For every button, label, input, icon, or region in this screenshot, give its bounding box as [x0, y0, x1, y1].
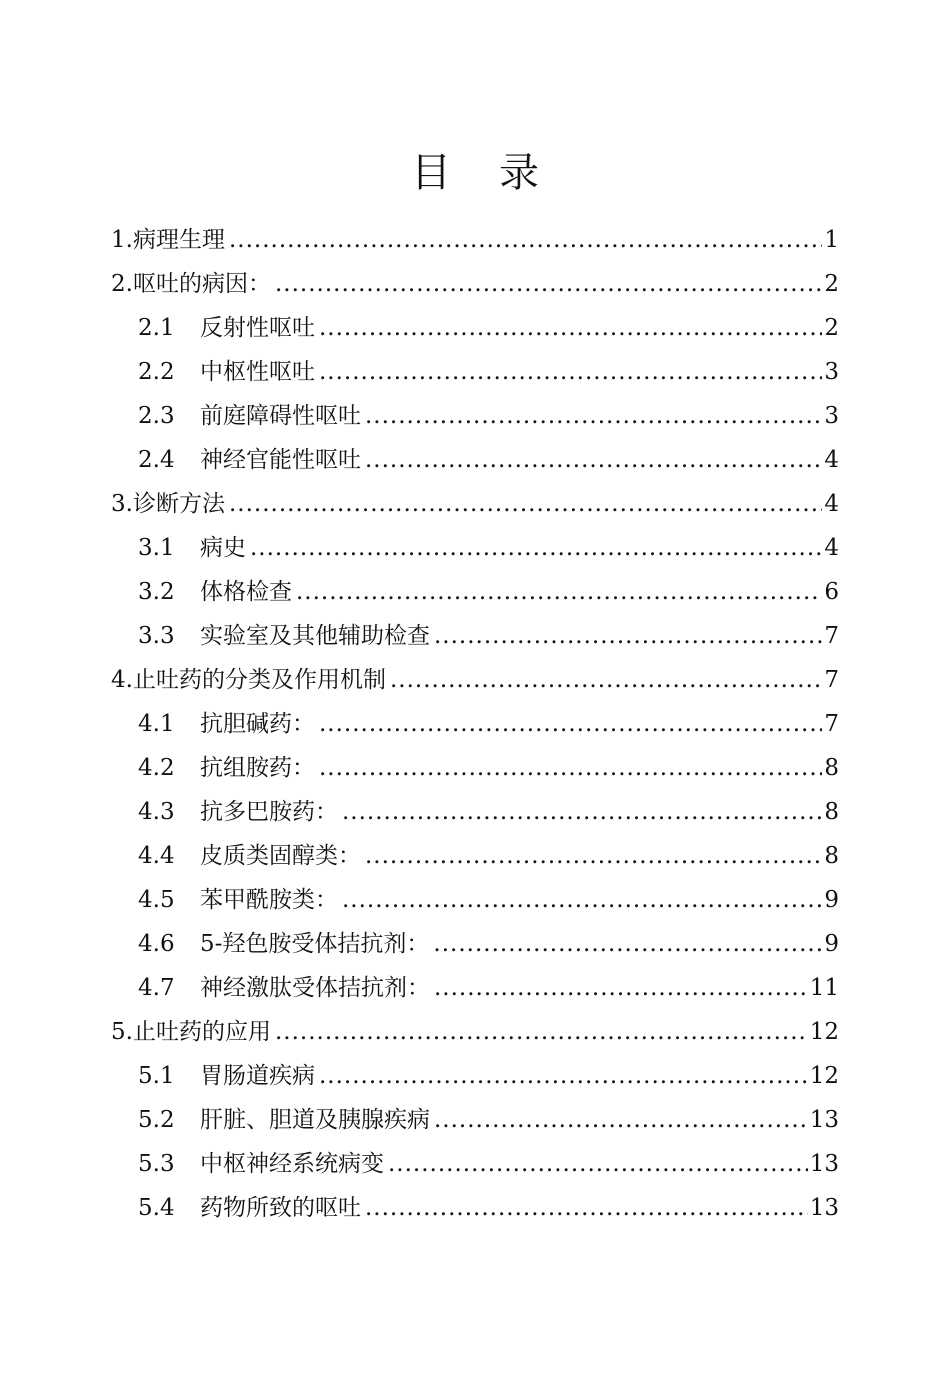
toc-entry-number: 3.3	[138, 623, 175, 649]
toc-entry-label: 中枢神经系统病变	[200, 1151, 384, 1177]
toc-entry-label: 反射性呕吐	[200, 315, 315, 341]
toc-row[interactable]	[0, 658, 950, 702]
toc-entry-number: 4.7	[138, 975, 175, 1001]
toc-row[interactable]	[0, 306, 950, 350]
toc-page-number: 8	[824, 755, 839, 781]
toc-entry-number: 2.4	[138, 447, 175, 473]
toc-entry-label: 前庭障碍性呕吐	[200, 403, 361, 429]
toc-entry-label: 诊断方法	[132, 491, 225, 517]
toc-entry-label: 苯甲酰胺类：	[200, 887, 338, 913]
toc-row[interactable]	[0, 394, 950, 438]
toc-page-number: 11	[809, 975, 839, 1001]
toc-dot-leader	[319, 350, 822, 394]
toc-row[interactable]	[0, 922, 950, 966]
toc-dot-leader	[319, 746, 822, 790]
toc-section-entry[interactable]	[138, 350, 839, 394]
toc-page-number: 4	[824, 535, 839, 561]
toc-entry-label: 抗多巴胺药：	[200, 799, 338, 825]
toc-dot-leader	[296, 570, 822, 614]
toc-row[interactable]	[0, 746, 950, 790]
toc-dot-leader	[365, 834, 822, 878]
toc-row[interactable]	[0, 1186, 950, 1230]
toc-page-number: 2	[824, 315, 839, 341]
toc-entry-label: 神经激肽受体拮抗剂：	[200, 975, 430, 1001]
toc-section-entry[interactable]	[138, 1054, 839, 1098]
toc-entry-number: 5.3	[138, 1151, 175, 1177]
toc-section-entry[interactable]	[138, 614, 839, 658]
toc-dot-leader	[342, 790, 822, 834]
toc-entry-label: 神经官能性呕吐	[200, 447, 361, 473]
toc-entry-number: 4.3	[138, 799, 175, 825]
toc-entry-label: 中枢性呕吐	[200, 359, 315, 385]
toc-entry-number: 3.	[111, 491, 133, 517]
toc-page-number: 4	[824, 447, 839, 473]
toc-section-entry[interactable]	[138, 878, 839, 922]
toc-section-entry[interactable]	[138, 1098, 839, 1142]
toc-entry-label: 病理生理	[132, 227, 225, 253]
toc-entry-number: 4.6	[138, 931, 175, 957]
toc-row[interactable]	[0, 1098, 950, 1142]
toc-entry-number: 3.2	[138, 579, 175, 605]
toc-entry-label: 胃肠道疾病	[200, 1063, 315, 1089]
toc-entry-number: 2.	[111, 271, 133, 297]
toc-dot-leader	[365, 394, 822, 438]
toc-entry-label: 肝脏、胆道及胰腺疾病	[200, 1107, 430, 1133]
toc-page-number: 13	[809, 1195, 839, 1221]
toc-page-number: 1	[824, 227, 839, 253]
toc-section-entry[interactable]	[138, 834, 839, 878]
toc-dot-leader	[319, 306, 822, 350]
toc-row[interactable]	[0, 482, 950, 526]
toc-page-number: 9	[824, 887, 839, 913]
toc-page-number: 12	[809, 1063, 839, 1089]
toc-row[interactable]	[0, 1142, 950, 1186]
toc-entry-label: 实验室及其他辅助检查	[200, 623, 430, 649]
toc-section-entry[interactable]	[138, 922, 839, 966]
toc-dot-leader	[229, 482, 822, 526]
toc-dot-leader	[434, 614, 822, 658]
toc-section-entry[interactable]	[138, 570, 839, 614]
toc-section-entry[interactable]	[138, 1142, 839, 1186]
toc-row[interactable]	[0, 1054, 950, 1098]
toc-entry-number: 2.3	[138, 403, 175, 429]
toc-entry-number: 4.4	[138, 843, 175, 869]
toc-dot-leader	[342, 878, 822, 922]
toc-section-entry[interactable]	[138, 306, 839, 350]
toc-entry-label: 药物所致的呕吐	[200, 1195, 361, 1221]
toc-row[interactable]	[0, 526, 950, 570]
toc-entry-number: 5.4	[138, 1195, 175, 1221]
toc-dot-leader	[319, 702, 822, 746]
toc-chapter-entry[interactable]	[111, 1010, 839, 1054]
toc-entry-number: 3.1	[138, 535, 175, 561]
toc-page-number: 7	[824, 711, 839, 737]
toc-dot-leader	[250, 526, 822, 570]
toc-page-number: 6	[824, 579, 839, 605]
toc-page-number: 13	[809, 1107, 839, 1133]
toc-row[interactable]	[0, 262, 950, 306]
toc-chapter-entry[interactable]	[111, 218, 839, 262]
toc-row[interactable]	[0, 614, 950, 658]
page-title	[0, 143, 950, 203]
toc-entry-label: 病史	[200, 535, 246, 561]
toc-page-number: 3	[824, 403, 839, 429]
toc-section-entry[interactable]	[138, 1186, 839, 1230]
toc-entry-number: 4.2	[138, 755, 175, 781]
toc-page-number: 8	[824, 843, 839, 869]
toc-dot-leader	[365, 438, 822, 482]
toc-dot-leader	[434, 1098, 808, 1142]
toc-page-number: 3	[824, 359, 839, 385]
toc-section-entry[interactable]	[138, 438, 839, 482]
toc-page-number: 13	[809, 1151, 839, 1177]
toc-entry-number: 2.2	[138, 359, 175, 385]
toc-entry-label: 呕吐的病因：	[132, 271, 271, 297]
toc-entry-number: 5.2	[138, 1107, 175, 1133]
toc-row[interactable]	[0, 1010, 950, 1054]
toc-entry-number: 5.1	[138, 1063, 175, 1089]
toc-page-number: 9	[824, 931, 839, 957]
toc-dot-leader	[434, 966, 808, 1010]
toc-page-number: 2	[824, 271, 839, 297]
toc-chapter-entry[interactable]	[111, 658, 839, 702]
toc-row[interactable]	[0, 966, 950, 1010]
toc-section-entry[interactable]	[138, 526, 839, 570]
toc-chapter-entry[interactable]	[111, 482, 839, 526]
toc-section-entry[interactable]	[138, 394, 839, 438]
toc-entry-label: 止吐药的应用	[132, 1019, 271, 1045]
toc-section-entry[interactable]	[138, 790, 839, 834]
toc-section-entry[interactable]	[138, 966, 839, 1010]
toc-section-entry[interactable]	[138, 702, 839, 746]
toc-entry-number: 1.	[111, 227, 133, 253]
toc-entry-number: 4.5	[138, 887, 175, 913]
toc-row[interactable]	[0, 570, 950, 614]
toc-dot-leader	[229, 218, 822, 262]
toc-entry-number: 4.	[111, 667, 133, 693]
toc-entry-label: 止吐药的分类及作用机制	[132, 667, 386, 693]
toc-dot-leader	[319, 1054, 808, 1098]
toc-entry-number: 2.1	[138, 315, 175, 341]
toc-section-entry[interactable]	[138, 746, 839, 790]
title-char-2: 录	[499, 150, 539, 196]
toc-dot-leader	[275, 1010, 808, 1054]
toc-dot-leader	[365, 1186, 808, 1230]
toc-row[interactable]	[0, 878, 950, 922]
toc-row[interactable]	[0, 438, 950, 482]
toc-row[interactable]	[0, 834, 950, 878]
toc-entry-label: 抗组胺药：	[200, 755, 315, 781]
toc-dot-leader	[390, 658, 822, 702]
toc-entry-label: 5-羟色胺受体拮抗剂：	[200, 931, 430, 957]
toc-page-number: 7	[824, 667, 839, 693]
toc-page-number: 7	[824, 623, 839, 649]
table-of-contents	[0, 218, 950, 1230]
toc-dot-leader	[388, 1142, 808, 1186]
toc-entry-label: 皮质类固醇类：	[200, 843, 361, 869]
toc-entry-number: 5.	[111, 1019, 133, 1045]
toc-chapter-entry[interactable]	[111, 262, 839, 306]
toc-page-number: 12	[809, 1019, 839, 1045]
toc-entry-label: 抗胆碱药：	[200, 711, 315, 737]
toc-page-number: 8	[824, 799, 839, 825]
toc-row[interactable]	[0, 790, 950, 834]
toc-entry-number: 4.1	[138, 711, 175, 737]
toc-page-number: 4	[824, 491, 839, 517]
toc-row[interactable]	[0, 702, 950, 746]
toc-dot-leader	[275, 262, 822, 306]
toc-dot-leader	[433, 922, 822, 966]
toc-entry-label: 体格检查	[200, 579, 292, 605]
title-char-1: 目	[411, 150, 451, 196]
toc-row[interactable]	[0, 218, 950, 262]
toc-row[interactable]	[0, 350, 950, 394]
